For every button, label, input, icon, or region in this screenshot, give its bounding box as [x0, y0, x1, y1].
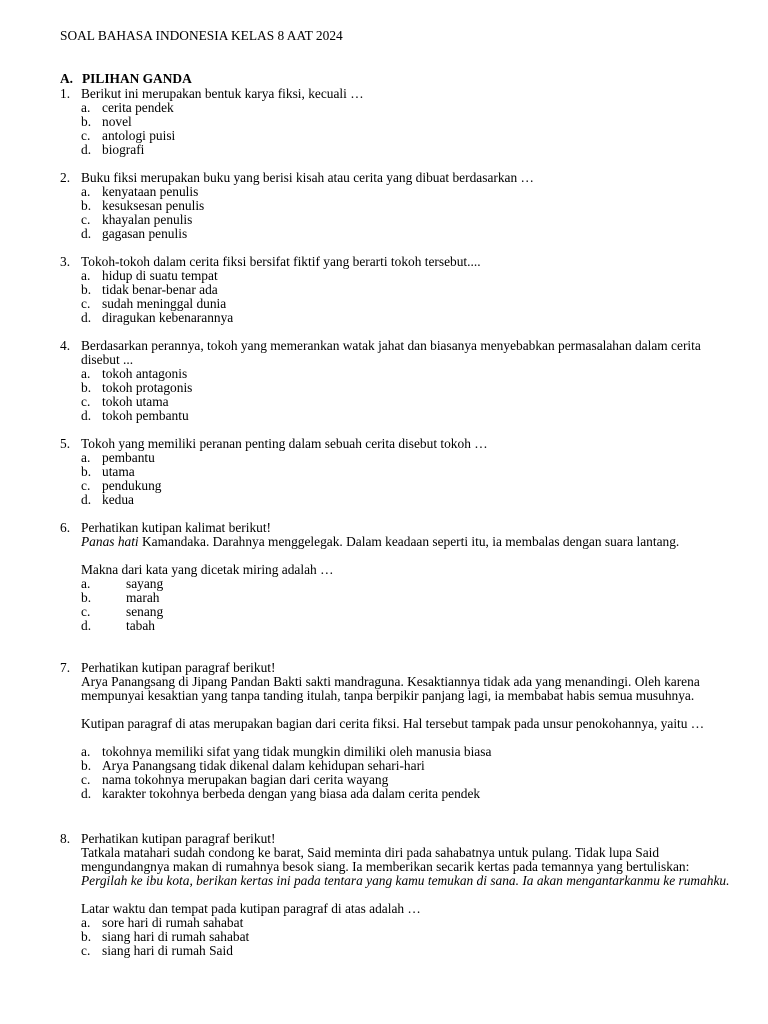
- section-heading: [60, 72, 192, 86]
- option-c: [81, 944, 732, 958]
- italic-note: Pergilah ke ibu kota, berikan kertas ini pada tentara yang kamu temukan di sana. Ia akan mengantarkanmu ke rumahku.: [81, 873, 730, 888]
- option-c: [81, 129, 732, 143]
- option-letter: a.: [81, 268, 91, 283]
- option-letter: b.: [81, 590, 92, 605]
- option-text: tokohnya memiliki sifat yang tidak mungkin dimiliki oleh manusia biasa: [102, 744, 492, 759]
- option-letter: c.: [81, 394, 91, 409]
- option-text: kenyataan penulis: [102, 184, 199, 199]
- option-a: [81, 916, 732, 930]
- option-text: pembantu: [102, 450, 155, 465]
- option-letter: d.: [81, 786, 92, 801]
- question-text: Tokoh yang memiliki peranan penting dalam sebuah cerita disebut tokoh …: [81, 436, 488, 451]
- option-letter: d.: [81, 492, 92, 507]
- option-text: Arya Panangsang tidak dikenal dalam kehidupan sehari-hari: [102, 758, 425, 773]
- option-letter: a.: [81, 450, 91, 465]
- document-title: SOAL BAHASA INDONESIA KELAS 8 AAT 2024: [60, 28, 343, 43]
- quoted-sentence: [81, 535, 732, 549]
- option-letter: d.: [81, 142, 92, 157]
- option-c: [81, 605, 732, 619]
- option-letter: c.: [81, 478, 91, 493]
- option-text: tokoh protagonis: [102, 380, 193, 395]
- option-c: [81, 297, 732, 311]
- option-b: [81, 199, 732, 213]
- question-4: [60, 339, 732, 423]
- option-letter: d.: [81, 310, 92, 325]
- option-text: biografi: [102, 142, 145, 157]
- option-letter: d.: [81, 226, 92, 241]
- question-text: Perhatikan kutipan paragraf berikut!: [81, 660, 276, 675]
- option-letter: a.: [81, 100, 91, 115]
- option-b: [81, 381, 732, 395]
- option-b: [81, 759, 732, 773]
- option-text: khayalan penulis: [102, 212, 193, 227]
- option-letter: b.: [81, 282, 92, 297]
- option-letter: b.: [81, 380, 92, 395]
- question-text: Berdasarkan perannya, tokoh yang memerankan watak jahat dan biasanya menyebabkan permasalahan dalam cerita disebut ...: [81, 338, 701, 367]
- option-letter: a.: [81, 576, 91, 591]
- option-letter: b.: [81, 464, 92, 479]
- option-text: gagasan penulis: [102, 226, 188, 241]
- option-c: [81, 479, 732, 493]
- option-letter: a.: [81, 744, 91, 759]
- option-text: kedua: [102, 492, 134, 507]
- option-text: diragukan kebenarannya: [102, 310, 234, 325]
- section-letter: A.: [60, 71, 74, 86]
- option-letter: b.: [81, 114, 92, 129]
- option-a: [81, 185, 732, 199]
- question-3: [60, 255, 732, 325]
- option-letter: a.: [81, 915, 91, 930]
- option-d: [81, 311, 732, 325]
- question-number: 3.: [60, 254, 71, 269]
- option-d: [81, 619, 732, 633]
- option-text: tokoh utama: [102, 394, 169, 409]
- option-a: [81, 745, 732, 759]
- quoted-passage: Arya Panangsang di Jipang Pandan Bakti sakti mandraguna. Kesaktiannya tidak ada yang menandingi. Oleh karena mempunyai kesaktian yang tanpa tanding itulah, tanpa berpikir panjang lagi, ia membabat habis semua musuhnya.: [81, 674, 700, 703]
- section-title: PILIHAN GANDA: [82, 71, 192, 86]
- option-text: sudah meninggal dunia: [102, 296, 227, 311]
- option-letter: a.: [81, 184, 91, 199]
- option-text: pendukung: [102, 478, 162, 493]
- option-letter: d.: [81, 408, 92, 423]
- option-text: tokoh antagonis: [102, 366, 188, 381]
- question-number: 2.: [60, 170, 71, 185]
- option-text: siang hari di rumah sahabat: [102, 929, 250, 944]
- option-text: senang: [126, 604, 164, 619]
- question-5: [60, 437, 732, 507]
- option-a: [81, 269, 732, 283]
- option-a: [81, 577, 732, 591]
- option-c: [81, 213, 732, 227]
- option-d: [81, 787, 732, 801]
- option-text: marah: [126, 590, 160, 605]
- option-d: [81, 409, 732, 423]
- question-1: [60, 87, 732, 157]
- option-letter: b.: [81, 198, 92, 213]
- option-letter: c.: [81, 943, 91, 958]
- option-letter: b.: [81, 929, 92, 944]
- option-b: [81, 283, 732, 297]
- option-d: [81, 143, 732, 157]
- option-a: [81, 101, 732, 115]
- question-8: [60, 832, 732, 958]
- question-7: [60, 661, 732, 801]
- option-text: sayang: [126, 576, 164, 591]
- question-number: 6.: [60, 520, 71, 535]
- option-c: [81, 395, 732, 409]
- option-text: tokoh pembantu: [102, 408, 189, 423]
- italic-phrase: Panas hati: [81, 534, 139, 549]
- option-letter: c.: [81, 296, 91, 311]
- option-letter: b.: [81, 758, 92, 773]
- option-text: novel: [102, 114, 132, 129]
- question-number: 7.: [60, 660, 71, 675]
- quote-rest: Kamandaka. Darahnya menggelegak. Dalam keadaan seperti itu, ia membalas dengan suara lantang.: [138, 534, 680, 549]
- question-text: Tokoh-tokoh dalam cerita fiksi bersifat fiktif yang berarti tokoh tersebut....: [81, 254, 481, 269]
- option-letter: d.: [81, 618, 92, 633]
- option-a: [81, 451, 732, 465]
- question-text: Buku fiksi merupakan buku yang berisi kisah atau cerita yang dibuat berdasarkan …: [81, 170, 534, 185]
- option-b: [81, 115, 732, 129]
- question-number: 1.: [60, 86, 71, 101]
- option-text: cerita pendek: [102, 100, 174, 115]
- option-text: karakter tokohnya berbeda dengan yang biasa ada dalam cerita pendek: [102, 786, 481, 801]
- question-2: [60, 171, 732, 241]
- option-text: nama tokohnya merupakan bagian dari cerita wayang: [102, 772, 389, 787]
- option-b: [81, 930, 732, 944]
- question-prompt: Makna dari kata yang dicetak miring adalah …: [81, 562, 334, 577]
- option-text: siang hari di rumah Said: [102, 943, 233, 958]
- question-text: Perhatikan kutipan kalimat berikut!: [81, 520, 272, 535]
- option-letter: c.: [81, 604, 91, 619]
- option-letter: c.: [81, 212, 91, 227]
- option-b: [81, 591, 732, 605]
- option-letter: a.: [81, 366, 91, 381]
- question-number: 4.: [60, 338, 71, 353]
- question-number: 5.: [60, 436, 71, 451]
- option-text: tabah: [126, 618, 155, 633]
- option-letter: c.: [81, 128, 91, 143]
- option-c: [81, 773, 732, 787]
- option-letter: c.: [81, 772, 91, 787]
- option-text: antologi puisi: [102, 128, 176, 143]
- option-text: kesuksesan penulis: [102, 198, 205, 213]
- option-d: [81, 493, 732, 507]
- question-text: Berikut ini merupakan bentuk karya fiksi, kecuali …: [81, 86, 364, 101]
- option-d: [81, 227, 732, 241]
- question-number: 8.: [60, 831, 71, 846]
- option-text: hidup di suatu tempat: [102, 268, 218, 283]
- option-text: utama: [102, 464, 135, 479]
- question-6: [60, 521, 732, 633]
- question-prompt: Latar waktu dan tempat pada kutipan paragraf di atas adalah …: [81, 901, 421, 916]
- quoted-passage: Tatkala matahari sudah condong ke barat, Said meminta diri pada sahabatnya untuk pulang. Tidak lupa Said mengundangnya makan di rumahnya besok siang. Ia memberikan secarik kertas pada temannya yang bertuliskan:: [81, 845, 690, 874]
- option-a: [81, 367, 732, 381]
- question-prompt: Kutipan paragraf di atas merupakan bagian dari cerita fiksi. Hal tersebut tampak pada unsur penokohannya, yaitu …: [81, 716, 705, 731]
- question-text: Perhatikan kutipan paragraf berikut!: [81, 831, 276, 846]
- option-text: tidak benar-benar ada: [102, 282, 218, 297]
- option-text: sore hari di rumah sahabat: [102, 915, 244, 930]
- option-b: [81, 465, 732, 479]
